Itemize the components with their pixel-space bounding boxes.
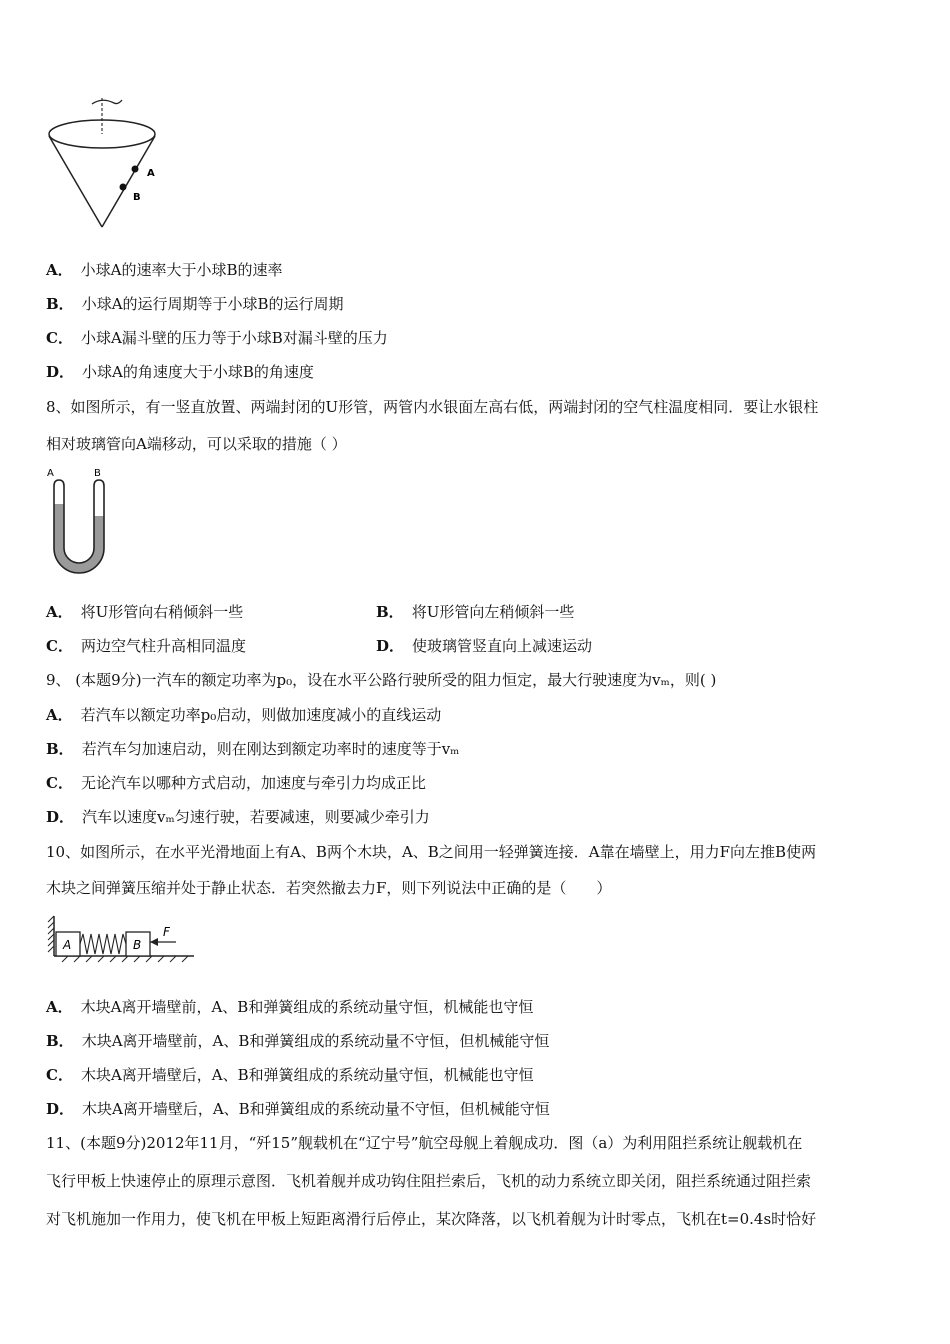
u-tube-label-b: B — [94, 468, 101, 479]
q8-stem-line1: 8、如图所示，有一竖直放置、两端封闭的U形管，两管内水银面左高右低，两端封闭的空气柱温度相同．要让水银柱 — [46, 398, 819, 416]
q10-option-b[interactable]: B． 木块A离开墙壁前，A、B和弹簧组成的系统动量不守恒，但机械能守恒 — [46, 1032, 550, 1050]
funnel-left-wall — [49, 136, 102, 227]
q9-option-d[interactable]: D． 汽车以速度vₘ匀速行驶，若要减速，则要减少牵引力 — [46, 808, 430, 826]
ball-a — [132, 166, 139, 173]
funnel-label-a: A — [147, 168, 155, 179]
block-b-label: B — [133, 938, 142, 952]
spring-blocks-figure — [44, 912, 196, 964]
funnel-label-b: B — [133, 192, 141, 203]
rotation-arrow — [92, 100, 122, 104]
q7-option-b[interactable]: B． 小球A的运行周期等于小球B的运行周期 — [46, 295, 344, 313]
q7-option-c[interactable]: C． 小球A漏斗壁的压力等于小球B对漏斗壁的压力 — [46, 329, 388, 347]
q9-option-b[interactable]: B． 若汽车匀加速启动，则在刚达到额定功率时的速度等于vₘ — [46, 740, 460, 758]
wall-hatching — [48, 916, 54, 952]
ball-b — [120, 184, 127, 191]
ground-hatching — [62, 956, 188, 962]
q7-option-d[interactable]: D． 小球A的角速度大于小球B的角速度 — [46, 363, 314, 381]
q8-option-b[interactable]: B． 将U形管向左稍倾斜一些 — [376, 603, 575, 621]
force-label: F — [163, 925, 170, 939]
block-a-label: A — [63, 938, 72, 952]
q8-option-d[interactable]: D． 使玻璃管竖直向上减速运动 — [376, 637, 593, 655]
funnel-right-wall — [102, 136, 155, 227]
spring — [80, 934, 126, 954]
q8-stem-line2: 相对玻璃管向A端移动，可以采取的措施（ ） — [46, 435, 347, 453]
q11-stem-line3: 对飞机施加一作用力，使飞机在甲板上短距离滑行后停止，某次降落，以飞机着舰为计时零点，飞机在t=0.4s时恰好 — [46, 1210, 817, 1228]
q10-option-d[interactable]: D． 木块A离开墙壁后，A、B和弹簧组成的系统动量不守恒，但机械能守恒 — [46, 1100, 550, 1118]
q10-stem-line2: 木块之间弹簧压缩并处于静止状态．若突然撤去力F，则下列说法中正确的是（ ） — [46, 879, 612, 897]
q11-stem-line1: 11、(本题9分)2012年11月，“歼15”舰载机在“辽宁号”航空母舰上着舰成功．图（a）为利用阻拦系统让舰载机在 — [46, 1134, 803, 1152]
u-tube-figure — [44, 466, 124, 574]
q7-option-a[interactable]: A． 小球A的速率大于小球B的速率 — [46, 261, 283, 279]
q10-option-a[interactable]: A． 木块A离开墙壁前，A、B和弹簧组成的系统动量守恒，机械能也守恒 — [46, 998, 534, 1016]
force-arrowhead — [150, 938, 158, 946]
u-tube-mercury — [59, 504, 99, 568]
q9-option-a[interactable]: A． 若汽车以额定功率p₀启动，则做加速度减小的直线运动 — [46, 706, 442, 724]
funnel-figure — [44, 94, 174, 234]
q8-option-c[interactable]: C． 两边空气柱升高相同温度 — [46, 637, 246, 655]
q9-stem: 9、 (本题9分)一汽车的额定功率为p₀，设在水平公路行驶所受的阻力恒定，最大行驶速度为vₘ，则( ) — [46, 671, 717, 689]
q10-stem-line1: 10、如图所示，在水平光滑地面上有A、B两个木块，A、B之间用一轻弹簧连接．A靠在墙壁上，用力F向左推B使两 — [46, 843, 817, 861]
q11-stem-line2: 飞行甲板上快速停止的原理示意图．飞机着舰并成功钩住阻拦索后，飞机的动力系统立即关闭，阻拦系统通过阻拦索 — [46, 1172, 812, 1190]
q9-option-c[interactable]: C． 无论汽车以哪种方式启动，加速度与牵引力均成正比 — [46, 774, 426, 792]
u-tube-label-a: A — [47, 468, 54, 479]
q8-option-a[interactable]: A． 将U形管向右稍倾斜一些 — [46, 603, 244, 621]
q10-option-c[interactable]: C． 木块A离开墙壁后，A、B和弹簧组成的系统动量守恒，机械能也守恒 — [46, 1066, 534, 1084]
